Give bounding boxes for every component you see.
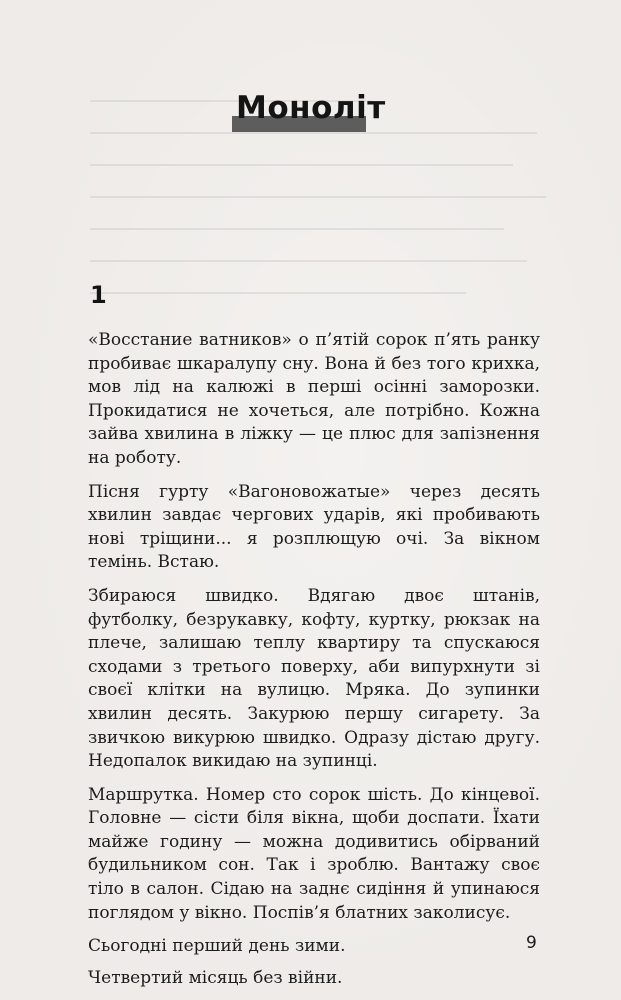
paragraph: Четвертий місяць без війни. — [88, 967, 343, 988]
paragraph: Сьогодні перший день зими. — [88, 936, 346, 957]
chapter-title: Моноліт — [236, 90, 386, 126]
paragraph: Збираюся швидко. Вдягаю двоє штанів, футболку, безрукавку, кофту, куртку, рюкзак на плече, залишаю теплу квартиру та спускаюся сходами з третього поверху, аби випурхнути зі своєї клітки на вулицю. Мряка. До зупинки хвилин десять. Закурюю першу сигарету. За звичкою викурюю швидко. Одразу дістаю другу. Недопалок викидаю на зупинці. — [88, 585, 540, 772]
paragraph: Пісня гурту «Вагоновожатые» через десять хвилин завдає чергових ударів, які пробивають нові тріщини... я розплющую очі. За вікном темінь. Встаю. — [88, 481, 540, 573]
section-number: 1 — [90, 281, 107, 309]
paragraph: Маршрутка. Номер сто сорок шість. До кінцевої. Головне — сісти біля вікна, щоби доспати. Їхати майже годину — можна додивитись обірваний будильником сон. Так і зроблю. Вантажу своє тіло в салон. Сідаю на заднє сидіння й упинаюся поглядом у вікно. Поспів’я блатних заколисує. — [88, 784, 540, 923]
page-number: 9 — [526, 933, 537, 953]
paragraph: «Восстание ватников» о п’ятій сорок п’ять ранку пробиває шкаралупу сну. Вона й без того крихка, мов лід на калюжі в перші осінні заморозки. Прокидатися не хочеться, але потрібно. Кожна зайва хвилина в ліжку — це плюс для запізнення на роботу. — [88, 330, 540, 468]
body-text — [88, 329, 540, 998]
